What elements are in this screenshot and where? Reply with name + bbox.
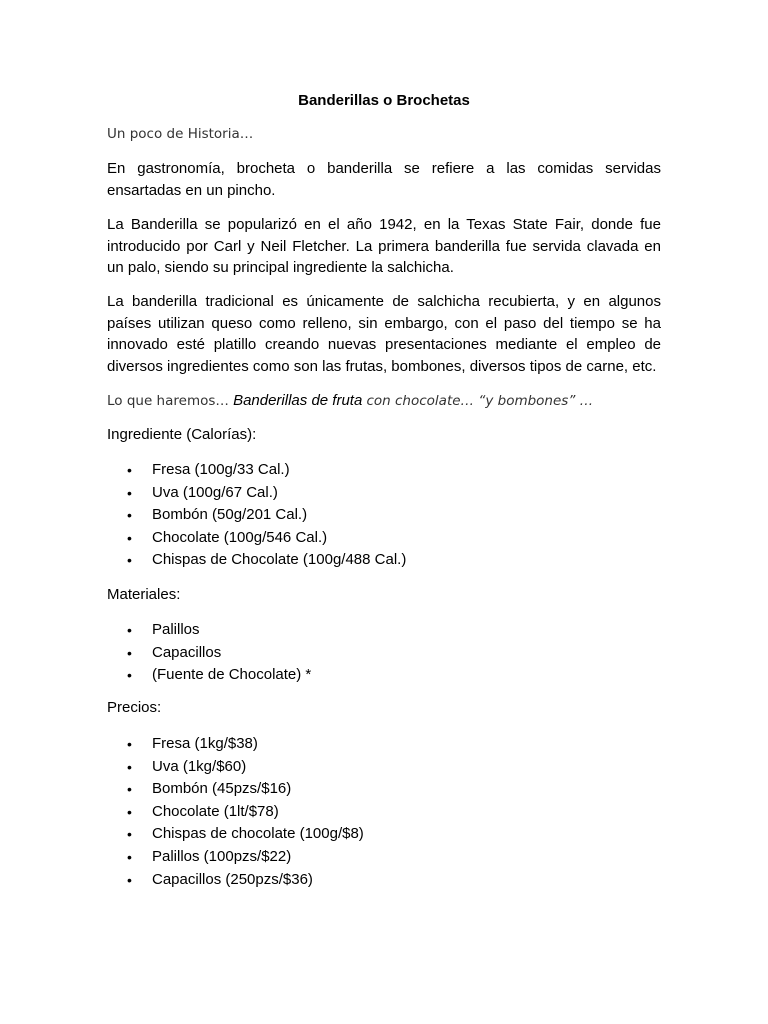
ingredient-text: Chispas de Chocolate (100g/488 Cal.): [152, 551, 407, 569]
ingredient-text: Bombón (50g/201 Cal.): [152, 506, 308, 524]
price-text: Bombón (45pzs/$16): [152, 780, 292, 798]
bullet-icon: •: [127, 803, 132, 820]
ingredient-text: Fresa (100g/33 Cal.): [152, 461, 290, 478]
paragraph-history: La Banderilla se popularizó en el año 1942, en la Texas State Fair, donde fue introducido por Carl y Neil Fletcher. La primera banderilla fue servida clavada en un palo, siendo su principal ingrediente la salchicha.: [107, 216, 661, 276]
plan-prefix: Lo que haremos…: [107, 393, 229, 409]
bullet-icon: •: [127, 644, 132, 661]
material-text: Capacillos: [152, 643, 222, 661]
prices-list: [127, 733, 364, 891]
paragraph-tradition: La banderilla tradicional es únicamente de salchicha recubierta, y en algunos países utilizan queso como relleno, sin embargo, con el paso del tiempo se ha innovado esté platillo creando nuevas presentaciones mediante el empleo de diversos ingredientes como son las frutas, bombones, diversos tipos de carne, etc.: [107, 293, 661, 375]
ingredient-text: Chocolate (100g/546 Cal.): [152, 528, 328, 546]
list-item: [127, 823, 364, 846]
list-item: [127, 504, 406, 527]
list-item: [127, 482, 406, 505]
prices-heading: Precios:: [107, 699, 162, 716]
bullet-icon: •: [127, 529, 132, 546]
material-text: Palillos: [152, 621, 200, 638]
bullet-icon: •: [127, 462, 132, 478]
list-item: [127, 756, 364, 779]
price-text: Fresa (1kg/$38): [152, 735, 258, 752]
list-item: [127, 846, 364, 869]
price-text: Chocolate (1lt/$78): [152, 802, 279, 820]
bullet-icon: •: [127, 758, 132, 775]
price-text: Capacillos (250pzs/$36): [152, 870, 313, 888]
bullet-icon: •: [127, 781, 132, 798]
bullet-icon: •: [127, 507, 132, 524]
history-heading: Un poco de Historia…: [107, 126, 254, 142]
list-item: [127, 527, 406, 550]
plan-suffix: con chocolate… “y bombones” …: [366, 393, 594, 409]
materials-list: [127, 619, 311, 687]
plan-italic-text: Banderillas de fruta: [233, 392, 363, 409]
list-item: [127, 778, 364, 801]
list-item: [127, 664, 311, 687]
bullet-icon: •: [127, 667, 132, 684]
bullet-icon: •: [127, 736, 132, 752]
bullet-icon: •: [127, 826, 132, 843]
list-item: [127, 733, 364, 756]
bullet-icon: •: [127, 871, 132, 888]
bullet-icon: •: [127, 848, 132, 865]
ingredient-text: Uva (100g/67 Cal.): [152, 483, 278, 501]
materials-heading: Materiales:: [107, 586, 181, 603]
bullet-icon: •: [127, 552, 132, 569]
price-text: Chispas de chocolate (100g/$8): [152, 825, 364, 843]
bullet-icon: •: [127, 622, 132, 638]
document-title: Banderillas o Brochetas: [298, 92, 470, 109]
ingredients-heading: Ingrediente (Calorías):: [107, 426, 257, 443]
bullet-icon: •: [127, 484, 132, 501]
price-text: Uva (1kg/$60): [152, 757, 247, 775]
material-text: (Fuente de Chocolate) *: [152, 666, 312, 684]
list-item: [127, 801, 364, 824]
list-item: [127, 459, 406, 482]
paragraph-definition: En gastronomía, brocheta o banderilla se refiere a las comidas servidas ensartadas en un pincho.: [107, 160, 661, 199]
ingredients-list: [127, 459, 406, 572]
list-item: [127, 549, 406, 572]
plan-line: [107, 390, 661, 413]
price-text: Palillos (100pzs/$22): [152, 847, 292, 865]
list-item: [127, 642, 311, 665]
list-item: [127, 619, 311, 642]
list-item: [127, 869, 364, 892]
